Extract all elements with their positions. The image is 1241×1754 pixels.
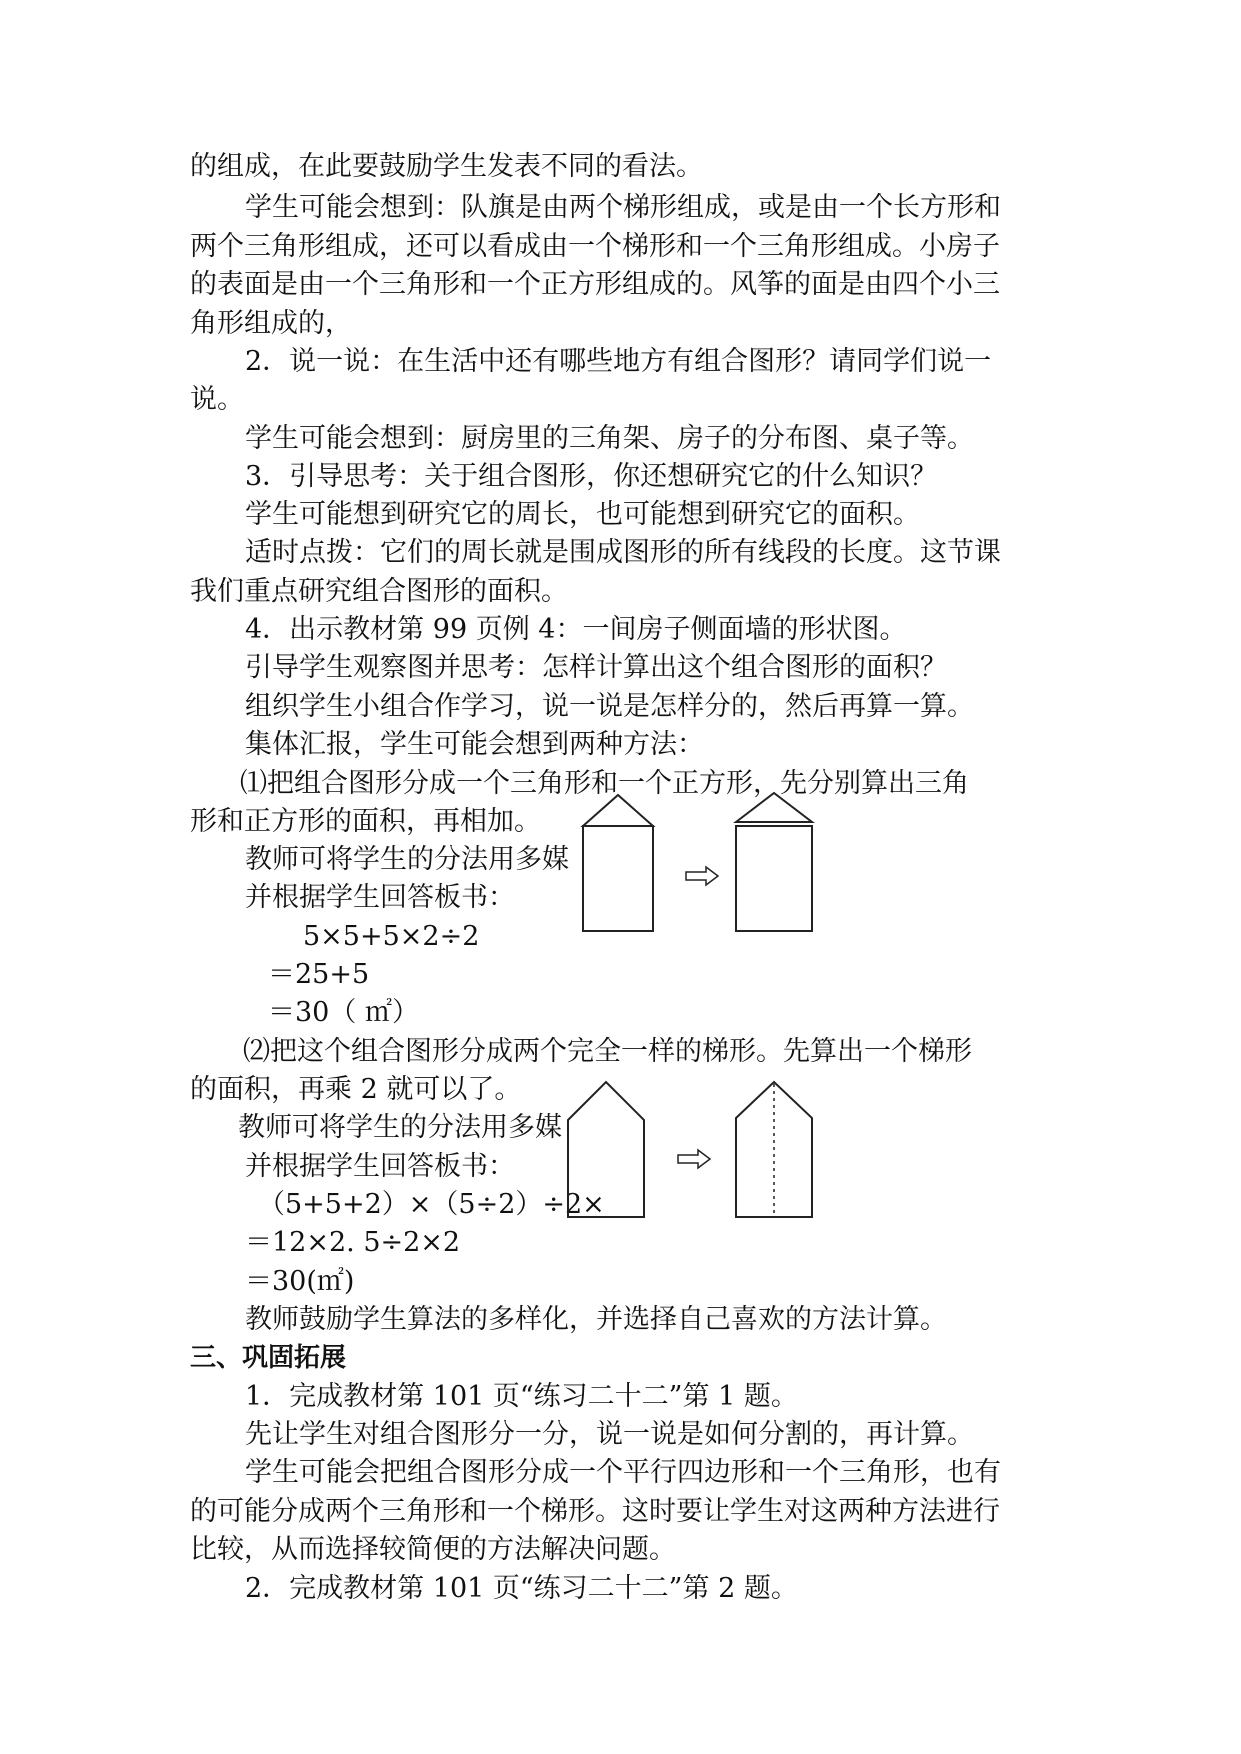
paragraph-line: 我们重点研究组合图形的面积。 <box>190 576 568 607</box>
paragraph-line: 集体汇报，学生可能会想到两种方法： <box>245 729 704 760</box>
formula-line: ＝25+5 <box>268 959 370 990</box>
arrow-right-icon <box>686 867 718 885</box>
formula-line: （5+5+2）×（5÷2）÷2× <box>258 1189 605 1220</box>
paragraph-line: 组织学生小组合作学习，说一说是怎样分的，然后再算一算。 <box>245 691 974 722</box>
formula-line: 5×5+5×2÷2 <box>303 921 480 952</box>
paragraph-line: 的可能分成两个三角形和一个梯形。这时要让学生对这两种方法进行 <box>190 1496 1000 1527</box>
house-two-trapezoids-figure <box>566 1080 836 1222</box>
paragraph-line: 角形组成的， <box>190 308 352 339</box>
paragraph-line: 教师鼓励学生算法的多样化，并选择自己喜欢的方法计算。 <box>245 1304 947 1335</box>
formula-line: ＝30(㎡) <box>245 1266 355 1297</box>
paragraph-line: 学生可能会想到：队旗是由两个梯形组成，或是由一个长方形和 <box>245 192 1001 223</box>
house-body <box>583 826 653 931</box>
paragraph-line: 的面积，再乘 2 就可以了。 <box>190 1074 522 1105</box>
paragraph-line: 并根据学生回答板书： <box>245 1151 515 1182</box>
paragraph-line: 形和正方形的面积，再相加。 <box>190 806 541 837</box>
paragraph-line: 引导学生观察图并思考：怎样计算出这个组合图形的面积？ <box>245 652 947 683</box>
paragraph-line: 4．出示教材第 99 页例 4：一间房子侧面墙的形状图。 <box>245 614 907 645</box>
paragraph-line: 1．完成教材第 101 页“练习二十二”第 1 题。 <box>245 1381 798 1412</box>
paragraph-line: 适时点拨：它们的周长就是围成图形的所有线段的长度。这节课 <box>245 537 1001 568</box>
paragraph-line: 的表面是由一个三角形和一个正方形组成的。风筝的面是由四个小三 <box>190 269 1000 300</box>
paragraph-line: 先让学生对组合图形分一分，说一说是如何分割的，再计算。 <box>245 1419 974 1450</box>
paragraph-line: 学生可能想到研究它的周长，也可能想到研究它的面积。 <box>245 499 920 530</box>
paragraph-line: 学生可能会把组合图形分成一个平行四边形和一个三角形，也有 <box>245 1457 1001 1488</box>
paragraph-line: ⑴把组合图形分成一个三角形和一个正方形，先分别算出三角 <box>240 768 969 799</box>
split-square <box>736 826 812 931</box>
paragraph-line: 3．引导思考：关于组合图形，你还想研究它的什么知识？ <box>245 461 938 492</box>
house-outline <box>583 795 653 826</box>
paragraph-line: 教师可将学生的分法用多媒 <box>245 844 569 875</box>
paragraph-line: 学生可能会想到：厨房里的三角架、房子的分布图、桌子等。 <box>245 423 974 454</box>
paragraph-line: 2．完成教材第 101 页“练习二十二”第 2 题。 <box>245 1573 798 1604</box>
paragraph-line: 并根据学生回答板书： <box>245 882 515 913</box>
paragraph-line: 两个三角形组成，还可以看成由一个梯形和一个三角形组成。小房子 <box>190 231 1000 262</box>
paragraph-line: 教师可将学生的分法用多媒 <box>238 1112 562 1143</box>
section-heading: 三、巩固拓展 <box>190 1343 347 1373</box>
house-triangle-square-figure <box>578 790 840 936</box>
paragraph-line: 的组成，在此要鼓励学生发表不同的看法。 <box>190 151 703 182</box>
paragraph-line: 说。 <box>190 384 244 415</box>
arrow-right-icon <box>678 1150 710 1168</box>
formula-line: ＝30（ ㎡） <box>268 997 419 1028</box>
paragraph-line: 2．说一说：在生活中还有哪些地方有组合图形？请同学们说一 <box>245 346 992 377</box>
formula-line: ＝12×2. 5÷2×2 <box>245 1227 461 1258</box>
paragraph-line: ⑵把这个组合图形分成两个完全一样的梯形。先算出一个梯形 <box>243 1036 972 1067</box>
pentagon-outline <box>568 1082 644 1217</box>
split-triangle <box>736 793 812 822</box>
paragraph-line: 比较，从而选择较简便的方法解决问题。 <box>190 1534 676 1565</box>
